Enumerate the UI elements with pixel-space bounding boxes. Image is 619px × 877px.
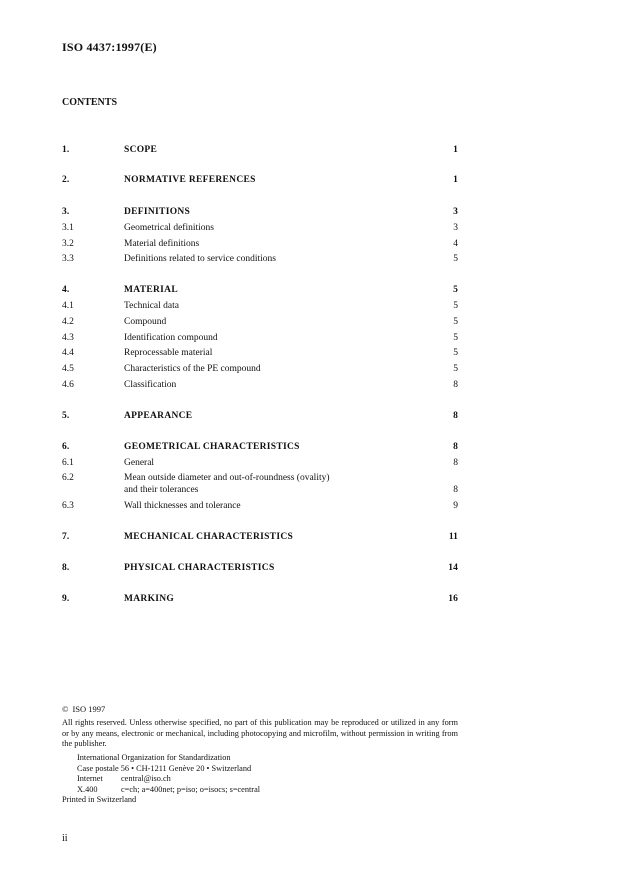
toc-page: 3 <box>453 207 458 217</box>
toc-title: Material definitions <box>124 239 200 249</box>
toc-title: Technical data <box>124 301 179 311</box>
toc-entry-1[interactable] <box>62 144 460 158</box>
toc-entry-4-1[interactable] <box>62 300 460 314</box>
toc-title: Definitions related to service conditions <box>124 254 276 264</box>
toc-entry-6[interactable] <box>62 441 460 455</box>
toc-title <box>124 472 424 496</box>
toc-title: DEFINITIONS <box>124 207 191 217</box>
toc-number: 6.3 <box>62 501 74 511</box>
x400-address: c=ch; a=400net; p=iso; o=isocs; s=central <box>121 784 261 794</box>
toc-title: Reprocessable material <box>124 348 213 358</box>
toc-title-line-1: Mean outside diameter and out-of-roundness (ovality) <box>124 473 330 483</box>
toc-title: MECHANICAL CHARACTERISTICS <box>124 532 294 542</box>
toc-page: 5 <box>453 301 458 311</box>
toc-page: 9 <box>453 501 458 511</box>
toc-page: 1 <box>453 175 458 185</box>
toc-page: 3 <box>453 223 458 233</box>
publisher-address <box>77 753 260 795</box>
toc-number: 4.2 <box>62 317 74 327</box>
toc-page: 8 <box>453 380 458 390</box>
toc-page: 4 <box>453 239 458 249</box>
copyright-icon: © <box>62 704 69 714</box>
internet-label: Internet <box>77 774 103 783</box>
org-name: International Organization for Standardization <box>77 753 231 762</box>
toc-title: Identification compound <box>124 333 218 343</box>
toc-page: 5 <box>453 285 458 295</box>
contents-heading: CONTENTS <box>62 97 118 108</box>
toc-number: 1. <box>62 145 70 155</box>
toc-entry-4[interactable] <box>62 284 460 298</box>
toc-page: 5 <box>453 333 458 343</box>
toc-number: 5. <box>62 411 70 421</box>
toc-title: NORMATIVE REFERENCES <box>124 175 256 185</box>
toc-page: 8 <box>453 458 458 468</box>
toc-entry-2[interactable] <box>62 174 460 188</box>
toc-title: General <box>124 458 155 468</box>
toc-number: 3.3 <box>62 254 74 264</box>
toc-title: PHYSICAL CHARACTERISTICS <box>124 563 275 573</box>
internet-line <box>77 774 260 785</box>
toc-page: 5 <box>453 254 458 264</box>
copyright-year: ISO 1997 <box>72 704 106 714</box>
toc-page: 5 <box>453 348 458 358</box>
toc-page: 1 <box>453 145 458 155</box>
toc-title: APPEARANCE <box>124 411 193 421</box>
toc-title: Geometrical definitions <box>124 223 214 233</box>
toc-entry-4-4[interactable] <box>62 347 460 361</box>
toc-title: MATERIAL <box>124 285 178 295</box>
toc-title: SCOPE <box>124 145 158 155</box>
toc-number: 4.6 <box>62 380 74 390</box>
x400-label: X.400 <box>77 784 98 794</box>
toc-entry-3-3[interactable] <box>62 253 460 267</box>
toc-number: 9. <box>62 594 70 604</box>
toc-page: 8 <box>453 411 458 421</box>
toc-number: 4.3 <box>62 333 74 343</box>
toc-entry-9[interactable] <box>62 593 460 607</box>
toc-entry-6-2[interactable] <box>62 472 460 498</box>
toc-title: Wall thicknesses and tolerance <box>124 501 241 511</box>
toc-entry-3-2[interactable] <box>62 238 460 252</box>
toc-entry-3[interactable] <box>62 206 460 220</box>
toc-entry-4-5[interactable] <box>62 363 460 377</box>
toc-page: 11 <box>448 532 458 542</box>
page-number: ii <box>62 833 68 844</box>
document-id: ISO 4437:1997(E) <box>62 40 157 54</box>
toc-page: 5 <box>453 364 458 374</box>
toc-number: 6.2 <box>62 473 74 483</box>
toc-number: 4.4 <box>62 348 74 358</box>
toc-title: Classification <box>124 380 177 390</box>
toc-entry-3-1[interactable] <box>62 222 460 236</box>
toc-entry-6-3[interactable] <box>62 500 460 514</box>
toc-entry-8[interactable] <box>62 562 460 576</box>
postal-address: Case postale 56 • CH-1211 Genève 20 • Switzerland <box>77 763 252 773</box>
toc-number: 4. <box>62 285 70 295</box>
toc-number: 8. <box>62 563 70 573</box>
toc-number: 4.5 <box>62 364 74 374</box>
toc-number: 3.1 <box>62 223 74 233</box>
toc-title: GEOMETRICAL CHARACTERISTICS <box>124 442 300 452</box>
toc-page: 8 <box>453 485 458 495</box>
toc-title: Characteristics of the PE compound <box>124 364 261 374</box>
copyright-notice <box>62 704 462 715</box>
toc-number: 3. <box>62 207 70 217</box>
toc-title-line-2: and their tolerances <box>124 485 199 495</box>
toc-entry-6-1[interactable] <box>62 457 460 471</box>
toc-page: 8 <box>453 442 458 452</box>
toc-page: 14 <box>448 563 458 573</box>
toc-number: 7. <box>62 532 70 542</box>
toc-title: Compound <box>124 317 167 327</box>
toc-entry-7[interactable] <box>62 531 460 545</box>
toc-number: 4.1 <box>62 301 74 311</box>
x400-line <box>77 785 260 796</box>
toc-entry-4-2[interactable] <box>62 316 460 330</box>
toc-number: 6. <box>62 442 70 452</box>
toc-entry-4-6[interactable] <box>62 379 460 393</box>
toc-number: 6.1 <box>62 458 74 468</box>
toc-page: 5 <box>453 317 458 327</box>
toc-entry-4-3[interactable] <box>62 332 460 346</box>
internet-address-link[interactable]: central@iso.ch <box>121 774 171 783</box>
toc-page: 16 <box>448 594 458 604</box>
printed-in: Printed in Switzerland <box>62 795 137 804</box>
toc-entry-5[interactable] <box>62 410 460 424</box>
toc-number: 2. <box>62 175 70 185</box>
toc-title: MARKING <box>124 594 175 604</box>
toc-number: 3.2 <box>62 239 74 249</box>
rights-statement: All rights reserved. Unless otherwise specified, no part of this publication may be reproduced or utilized in any form or by any means, electronic or mechanical, including photocopying and microfilm, without permission in writing from the publisher. <box>62 718 458 748</box>
